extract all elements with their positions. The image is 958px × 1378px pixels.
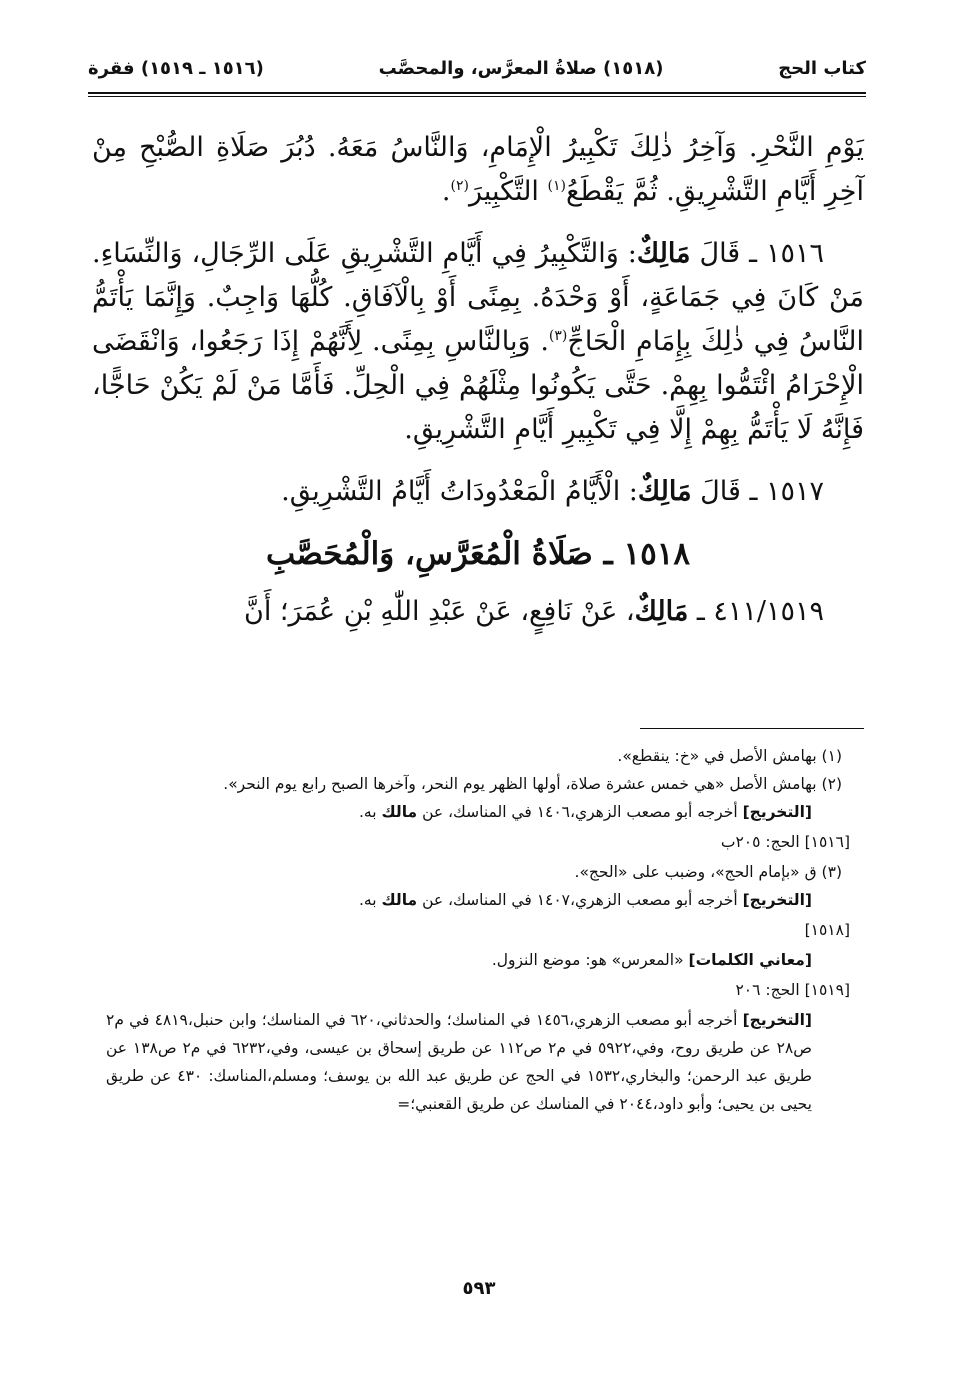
page-number: ٥٩٣ <box>462 1278 496 1299</box>
reference-1516: [١٥١٦] الحج: ٢٠٥ب <box>720 833 850 851</box>
running-header <box>88 48 866 88</box>
takhrij-label: [التخريج] <box>742 803 812 821</box>
footnote-separator <box>640 728 864 729</box>
footnote-ref-1[interactable]: (١) <box>547 178 566 194</box>
paragraph-number: ١٥١٦ ـ <box>740 238 824 269</box>
footnote-ref-2[interactable]: (٢) <box>450 178 469 194</box>
reference-1519: [١٥١٩] الحج: ٢٠٦ <box>735 981 850 999</box>
narrator-name: مَالِكٌ <box>636 238 691 269</box>
text-run: به. <box>359 803 382 821</box>
paragraph-continuation <box>92 126 864 214</box>
takhrij-label: [التخريج] <box>742 891 812 909</box>
paragraph-number: ١٥١٧ ـ <box>740 476 824 507</box>
narrator-name: مَالِكٌ <box>637 476 692 507</box>
header-rule <box>88 92 866 94</box>
text-run: . <box>441 176 451 207</box>
takhrij-label: [التخريج] <box>742 1011 812 1029</box>
paragraph-range: (١٥١٦ ـ ١٥١٩) فقرة <box>88 57 264 79</box>
paragraph-1517 <box>92 470 864 514</box>
takhrij-1516 <box>106 798 842 826</box>
text-run: . وَبِالنَّاسِ بِمِنًى. لِأَنَّهُمْ إِذَا رَجَعُوا، وَانْقَضَى الْإِحْرَامُ ائْتَمُّوا بِهِمْ. حَتَّى يَكُونُوا مِثْلَهُمْ فِي الْحِلِّ. فَأَمَّا مَنْ لَمْ يَكُنْ حَاجًّا، فَإِنَّهُ لَا يَأْتَمُّ بِهِمْ إِلَّا فِي تَكْبِيرِ أَيَّامِ التَّشْرِيقِ. <box>92 326 864 445</box>
footnote-2: (٢) بهامش الأصل «هي خمس عشرة صلاة، أولها الظهر يوم النحر، وآخرها الصبح رابع يوم النحر». <box>223 775 842 793</box>
takhrij-1517 <box>106 886 842 914</box>
text-run: به. <box>359 891 382 909</box>
text-run: يَوْمِ النَّحْرِ. وَآخِرُ ذٰلِكَ تَكْبِيرُ الْإِمَامِ، وَالنَّاسُ مَعَهُ. دُبُرَ صَلَاةِ الصُّبْحِ مِنْ آخِرِ أَيَّامِ التَّشْرِيقِ. ثُمَّ يَقْطَعُ <box>92 132 864 207</box>
footnote-1: (١) بهامش الأصل في «خ: ينقطع». <box>617 747 842 765</box>
text-run: : الْأَيَّامُ الْمَعْدُودَاتُ أَيَّامُ التَّشْرِيقِ. <box>281 476 638 507</box>
text-run: ، عَنْ نَافِعٍ، عَنْ عَبْدِ اللّٰهِ بْنِ عُمَرَ؛ أَنَّ <box>244 596 635 627</box>
header-rule-thin <box>88 96 866 97</box>
text-run: أخرجه أبو مصعب الزهري،١٤٠٧ في المناسك، عن <box>417 891 743 909</box>
footnote-ref-3[interactable]: (٣) <box>548 328 568 344</box>
footnotes <box>106 742 850 1118</box>
text-run: أخرجه أبو مصعب الزهري،١٤٠٦ في المناسك، عن <box>417 803 743 821</box>
chapter-title: (١٥١٨) صلاةُ المعرَّس، والمحصَّب <box>378 57 664 79</box>
paragraph-1519 <box>92 590 864 634</box>
text-run: أخرجه أبو مصعب الزهري،١٤٥٦ في المناسك؛ والحدثاني،٦٢٠ في المناسك؛ وابن حنبل،٤٨١٩ في م٢ ص٢٨ عن طريق روح، وفي،٥٩٢٢ في م٢ ص١١٢ عن طريق إسحاق بن عيسى، وفي،٦٢٣٢ في م٢ ص١٣٨ عن طريق عبد الرحمن؛ والبخاري،١٥٣٢ في الحج عن طريق عبد الله بن يوسف؛ ومسلم،المناسك: ٤٣٠ عن طريق يحيى بن يحيى؛ وأبو داود،٢٠٤٤ في المناسك عن طريق القعنبي؛= <box>106 1011 812 1113</box>
reference-1518: [١٥١٨] <box>804 921 850 939</box>
text-run: قَالَ <box>691 476 741 507</box>
text-run: قَالَ <box>690 238 741 269</box>
paragraph-number: ٤١١/١٥١٩ ـ <box>688 596 824 627</box>
narrator-name: مالك <box>381 891 418 909</box>
paragraph-1516 <box>92 232 864 452</box>
maani-1518 <box>106 946 842 974</box>
maani-label: [معاني الكلمات] <box>688 951 812 969</box>
text-run: «المعرس» هو: موضع النزول. <box>491 951 689 969</box>
narrator-name: مالك <box>381 803 418 821</box>
narrator-name: مَالِكٌ <box>634 596 689 627</box>
main-text <box>92 126 864 652</box>
section-heading-1518: ١٥١٨ ـ صَلَاةُ الْمُعَرَّسِ، وَالْمُحَصَّبِ <box>265 536 691 572</box>
book-title: كتاب الحج <box>778 57 866 79</box>
text-run: التَّكْبِيرَ <box>468 176 548 207</box>
takhrij-1519 <box>106 1006 842 1118</box>
text-run: : وَالتَّكْبِيرُ فِي أَيَّامِ التَّشْرِيقِ عَلَى الرِّجَالِ، وَالنِّسَاءِ. مَنْ كَانَ فِي جَمَاعَةٍ، أَوْ وَحْدَهُ. بِمِنًى أَوْ بِالْآفَاقِ. كُلُّهَا وَاجِبٌ. وَإِنَّمَا يَأْتَمُّ النَّاسُ فِي ذٰلِكَ بِإِمَامِ الْحَاجِّ <box>92 238 864 357</box>
footnote-3: (٣) ق «بإمام الحج»، وضبب على «الحج». <box>574 863 842 881</box>
